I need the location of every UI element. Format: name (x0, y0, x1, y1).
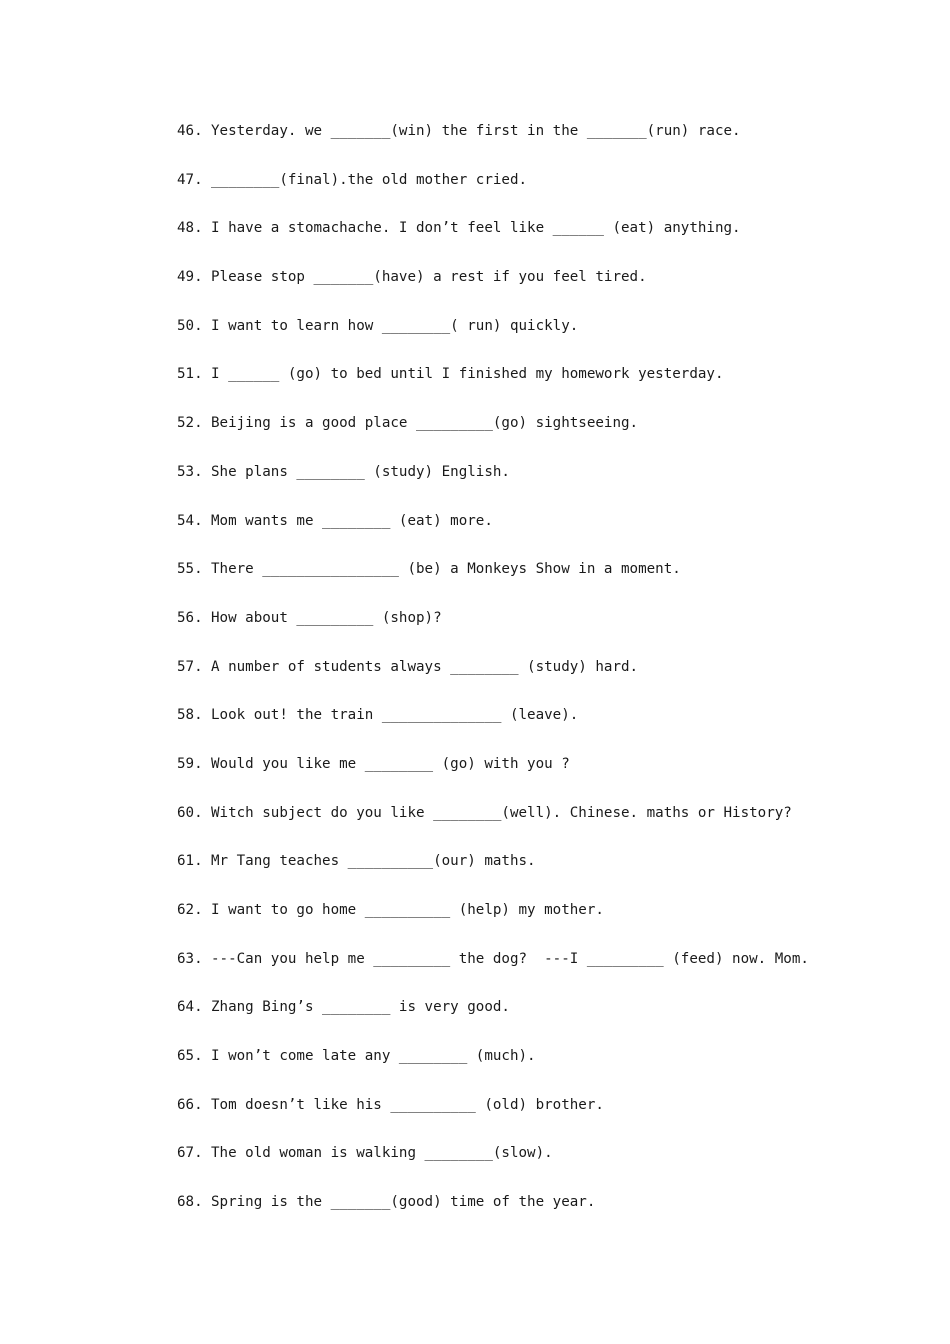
question-text: There ________________ (be) a Monkeys Show in a moment. (211, 561, 681, 578)
question-text: Spring is the _______(good) time of the year. (211, 1194, 596, 1211)
question-item (177, 752, 809, 801)
question-text: Mr Tang teaches __________(our) maths. (211, 853, 536, 870)
question-item (177, 216, 809, 265)
question-number: 60. (177, 804, 203, 821)
question-item (177, 1190, 809, 1239)
question-text: She plans ________ (study) English. (211, 463, 510, 480)
question-number: 54. (177, 512, 203, 529)
question-text: Zhang Bing’s ________ is very good. (211, 999, 510, 1016)
question-number: 62. (177, 902, 203, 918)
question-item (177, 119, 809, 168)
question-text: The old woman is walking ________(slow). (211, 1145, 553, 1162)
question-number: 56. (177, 609, 203, 626)
question-item (177, 1141, 809, 1190)
question-text: Please stop _______(have) a rest if you feel tired. (211, 269, 647, 286)
question-number: 52. (177, 415, 203, 432)
question-number: 57. (177, 658, 203, 675)
question-item (177, 460, 809, 509)
question-number: 53. (177, 463, 203, 480)
question-text: Witch subject do you like ________(well). Chinese. maths or History? (211, 804, 792, 821)
question-text: I have a stomachache. I don’t feel like ______ (eat) anything. (211, 220, 741, 237)
question-number: 46. (177, 123, 203, 139)
question-item (177, 703, 809, 752)
question-item (177, 362, 809, 411)
question-text: ________(final).the old mother cried. (211, 171, 528, 188)
question-number: 51. (177, 366, 203, 383)
question-text: Tom doesn’t like his __________ (old) brother. (211, 1096, 604, 1113)
question-text: A number of students always ________ (study) hard. (211, 658, 639, 675)
question-number: 58. (177, 707, 203, 724)
question-item (177, 509, 809, 558)
question-number: 68. (177, 1194, 203, 1211)
question-text: I ______ (go) to bed until I finished my homework yesterday. (211, 366, 724, 383)
question-number: 47. (177, 171, 203, 188)
question-item (177, 1093, 809, 1142)
question-text: Yesterday. we _______(win) the first in the _______(run) race. (211, 123, 741, 139)
question-number: 64. (177, 999, 203, 1016)
question-text: Look out! the train ______________ (leave). (211, 707, 579, 724)
question-number: 61. (177, 853, 203, 870)
question-item (177, 411, 809, 460)
question-text: Beijing is a good place _________(go) sightseeing. (211, 415, 639, 432)
question-item (177, 606, 809, 655)
question-item (177, 801, 809, 850)
question-number: 59. (177, 755, 203, 772)
question-number: 67. (177, 1145, 203, 1162)
question-number: 63. (177, 950, 203, 967)
question-text: How about _________ (shop)? (211, 609, 442, 626)
question-item (177, 1044, 809, 1093)
question-number: 48. (177, 220, 203, 237)
question-item (177, 314, 809, 363)
question-item (177, 265, 809, 314)
question-list (177, 119, 809, 1239)
question-number: 66. (177, 1096, 203, 1113)
question-item (177, 655, 809, 704)
question-text: I won’t come late any ________ (much). (211, 1048, 536, 1065)
question-text: ---Can you help me _________ the dog? ---I _________ (feed) now. Mom. (211, 950, 809, 967)
question-item (177, 168, 809, 217)
question-item (177, 849, 809, 898)
question-text: I want to go home __________ (help) my mother. (211, 902, 604, 918)
question-item (177, 947, 809, 996)
question-item (177, 898, 809, 947)
question-text: Mom wants me ________ (eat) more. (211, 512, 493, 529)
question-number: 50. (177, 317, 203, 334)
question-text: Would you like me ________ (go) with you ? (211, 755, 570, 772)
question-number: 49. (177, 269, 203, 286)
question-number: 55. (177, 561, 203, 578)
question-text: I want to learn how ________( run) quickly. (211, 317, 579, 334)
question-number: 65. (177, 1048, 203, 1065)
question-item (177, 557, 809, 606)
question-item (177, 995, 809, 1044)
